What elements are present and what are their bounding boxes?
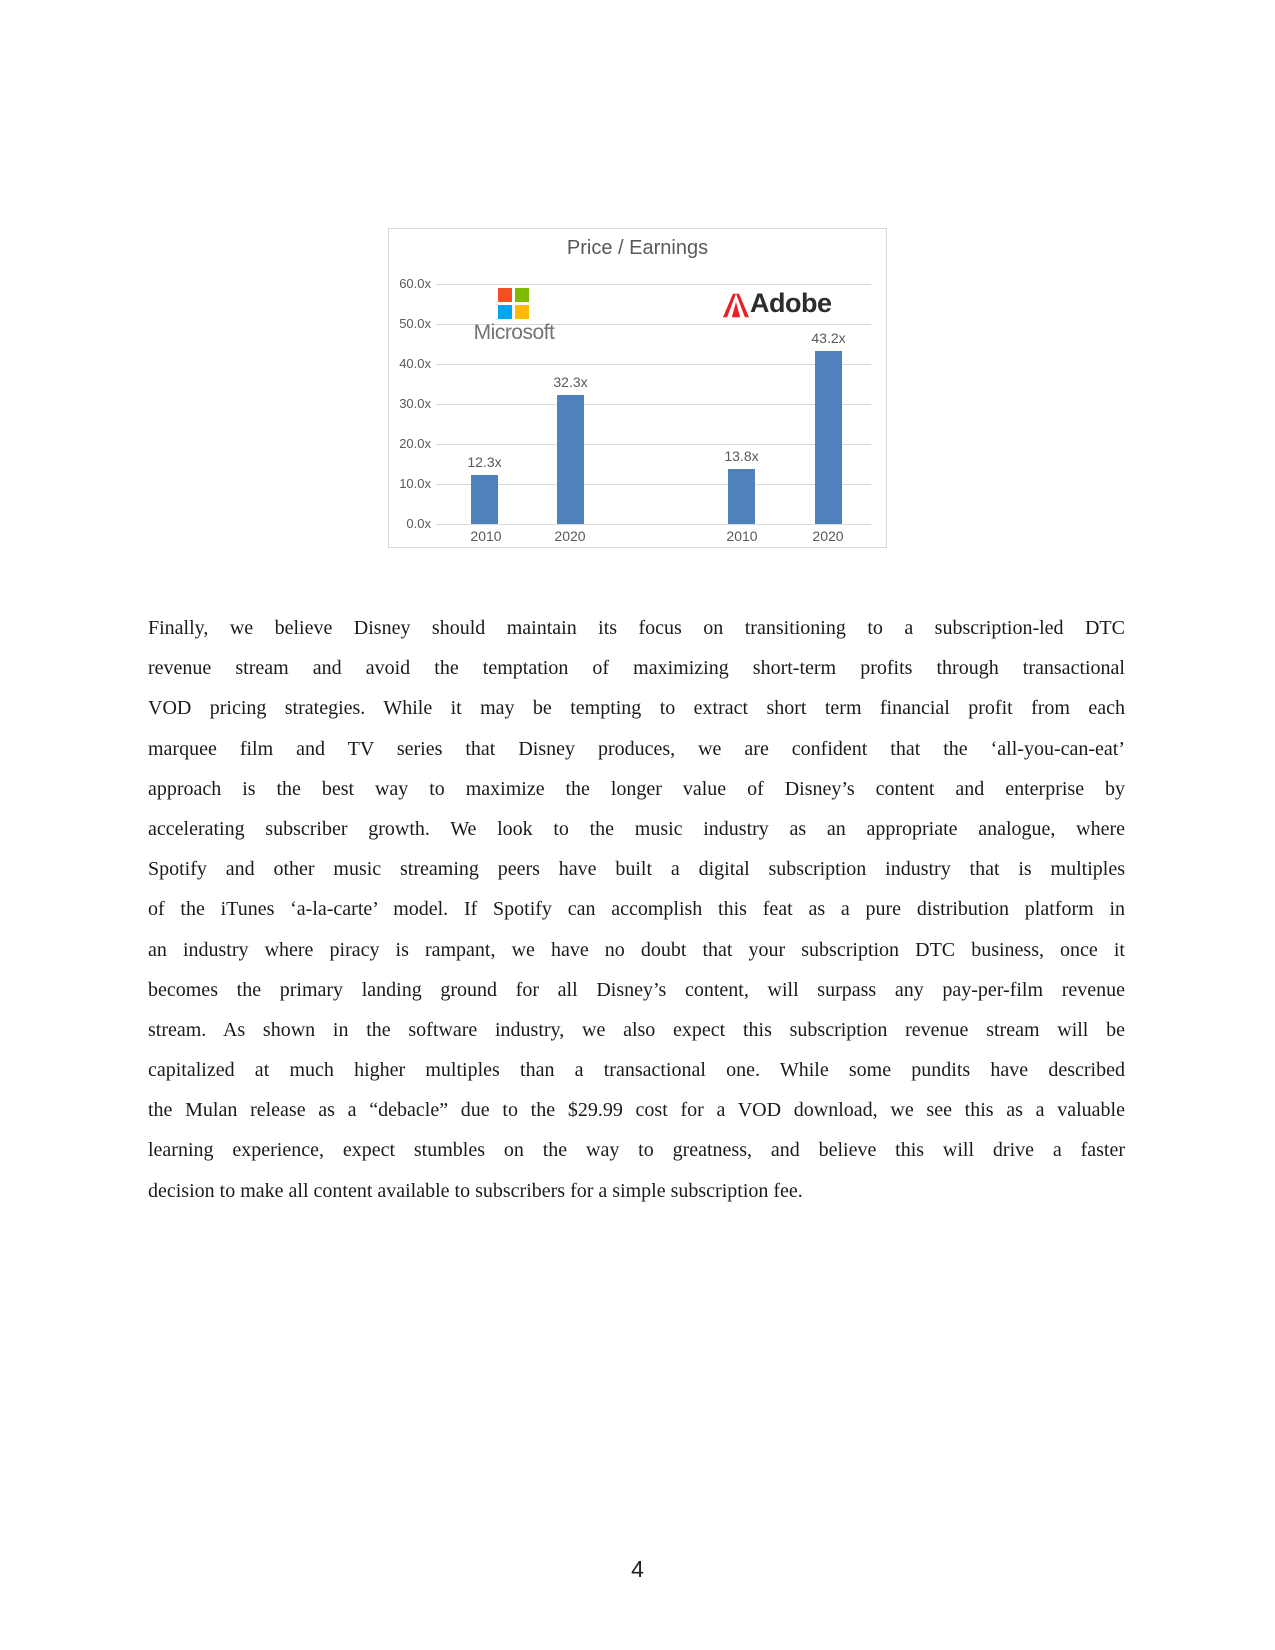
gridline: [436, 484, 871, 485]
y-axis-tick-label: 40.0x: [399, 356, 431, 371]
y-axis-tick-label: 20.0x: [399, 436, 431, 451]
microsoft-square-blue: [498, 305, 512, 319]
y-axis-tick-label: 60.0x: [399, 276, 431, 291]
y-axis-tick-label: 50.0x: [399, 316, 431, 331]
adobe-logo-label: Adobe: [750, 288, 832, 318]
x-axis-tick-label: 2010: [726, 528, 758, 544]
adobe-a-icon: [723, 291, 749, 320]
gridline: [436, 444, 871, 445]
paragraph-line: of the iTunes ‘a-la-carte’ model. If Spotify can accomplish this feat as a pure distribution platform in: [148, 898, 1125, 921]
page-number: 4: [631, 1556, 644, 1582]
bar-value-label: 13.8x: [724, 447, 759, 464]
paragraph-line: accelerating subscriber growth. We look to the music industry as an appropriate analogue, where: [148, 817, 1125, 840]
paragraph-line: stream. As shown in the software industry, we also expect this subscription revenue stream will be: [148, 1018, 1125, 1041]
body-paragraph: [148, 608, 1125, 1211]
paragraph-line: Finally, we believe Disney should maintain its focus on transitioning to a subscription-led DTC: [148, 617, 1125, 639]
paragraph-line: the Mulan release as a “debacle” due to the $29.99 cost for a VOD download, we see this as a valuable: [148, 1099, 1125, 1122]
paragraph-line: VOD pricing strategies. While it may be tempting to extract short term financial profit from each: [148, 697, 1125, 720]
price-earnings-chart: [388, 228, 887, 548]
paragraph-line: revenue stream and avoid the temptation of maximizing short-term profits through transactional: [148, 657, 1125, 680]
bar-adobe-2020: [811, 330, 846, 524]
microsoft-logo-label: Microsoft: [473, 321, 555, 344]
microsoft-square-green: [515, 288, 529, 302]
paragraph-line: decision to make all content available to subscribers for a simple subscription fee.: [148, 1179, 803, 1202]
bar-adobe-2010: [724, 447, 759, 524]
microsoft-square-red: [498, 288, 512, 302]
paragraph-line: becomes the primary landing ground for all Disney’s content, will surpass any pay-per-film revenue: [148, 978, 1125, 1001]
bar-value-label: 43.2x: [811, 330, 846, 347]
bar-value-label: 12.3x: [467, 453, 502, 470]
y-axis-tick-label: 10.0x: [399, 476, 431, 491]
microsoft-logo-icon: [498, 288, 529, 319]
x-axis-tick-label: 2010: [470, 528, 502, 544]
chart-title: Price / Earnings: [566, 237, 709, 259]
gridline: [436, 524, 871, 525]
bar-microsoft-2010: [467, 453, 502, 524]
y-axis-tick-label: 0.0x: [406, 516, 431, 531]
x-axis-tick-label: 2020: [812, 528, 844, 544]
gridline: [436, 284, 871, 285]
paragraph-line: Spotify and other music streaming peers have built a digital subscription industry that is multiples: [148, 858, 1125, 881]
gridline: [436, 364, 871, 365]
bar-value-label: 32.3x: [553, 373, 588, 390]
gridline: [436, 404, 871, 405]
microsoft-square-yellow: [515, 305, 529, 319]
paragraph-line: marquee film and TV series that Disney produces, we are confident that the ‘all-you-can-eat’: [148, 737, 1125, 760]
paragraph-line: capitalized at much higher multiples than a transactional one. While some pundits have described: [148, 1059, 1125, 1082]
x-axis-tick-label: 2020: [554, 528, 586, 544]
bar-microsoft-2020: [553, 373, 588, 524]
y-axis-tick-label: 30.0x: [399, 396, 431, 411]
paragraph-line: approach is the best way to maximize the longer value of Disney’s content and enterprise by: [148, 777, 1125, 800]
paragraph-line: an industry where piracy is rampant, we have no doubt that your subscription DTC business, once it: [148, 938, 1125, 961]
paragraph-line: learning experience, expect stumbles on the way to greatness, and believe this will drive a faster: [148, 1139, 1125, 1162]
